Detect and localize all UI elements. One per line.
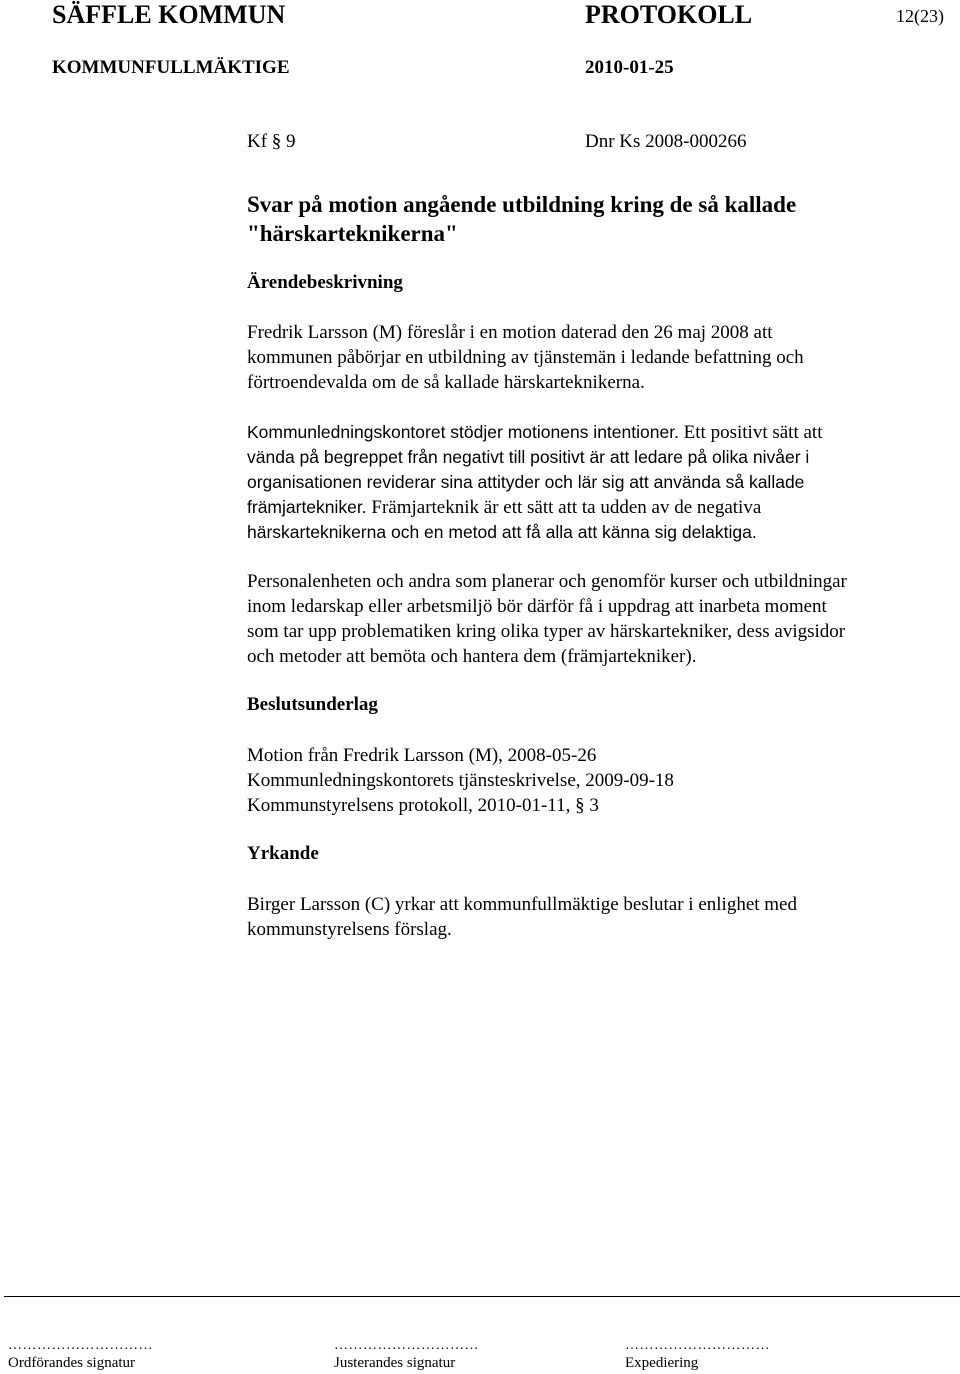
adjuster-signature-label: Justerandes signatur bbox=[334, 1355, 456, 1371]
text-line: som tar upp problematiken kring olika typer av härskartekniker, dess avigsidor bbox=[247, 621, 846, 642]
signature-line: ………………………… bbox=[334, 1338, 479, 1353]
signature-line: ………………………… bbox=[8, 1338, 153, 1353]
text-line: Fredrik Larsson (M) föreslår i en motion daterad den 26 maj 2008 att bbox=[247, 322, 773, 343]
text-line: inom ledarskap eller arbetsmiljö bör därför få i uppdrag att inarbeta moment bbox=[247, 596, 827, 617]
claim-heading: Yrkande bbox=[247, 843, 319, 864]
title-line-2: "härskarteknikerna" bbox=[247, 221, 458, 246]
document-type: PROTOKOLL bbox=[585, 0, 753, 29]
chair-signature-label: Ordförandes signatur bbox=[8, 1355, 136, 1371]
text-line: Personalenheten och andra som planerar och genomför kurser och utbildningar bbox=[247, 571, 847, 592]
assembly-name: KOMMUNFULLMÄKTIGE bbox=[52, 57, 290, 78]
claim-paragraph bbox=[247, 892, 947, 942]
basis-list bbox=[247, 743, 947, 818]
text-line: Ett positivt sätt att bbox=[678, 422, 823, 443]
meeting-date: 2010-01-25 bbox=[585, 57, 674, 78]
text-line: kommunen påbörjar en utbildning av tjänstemän i ledande befattning och bbox=[247, 347, 804, 368]
basis-heading: Beslutsunderlag bbox=[247, 694, 378, 715]
text-line: Främjarteknik är ett sätt att ta udden av de negativa bbox=[366, 497, 762, 518]
page-number: 12(23) bbox=[896, 6, 944, 26]
title-line-1: Svar på motion angående utbildning kring de så kallade bbox=[247, 192, 797, 217]
signature-line: ………………………… bbox=[625, 1338, 770, 1353]
description-paragraph-3 bbox=[247, 569, 947, 669]
case-number: Dnr Ks 2008-000266 bbox=[585, 131, 747, 152]
footer-divider bbox=[4, 1296, 960, 1297]
text-line: härskarteknikerna och en metod att få alla att känna sig delaktiga. bbox=[247, 522, 757, 542]
paragraph-number: Kf § 9 bbox=[247, 131, 296, 152]
text-line: och metoder att bemöta och hantera dem (främjartekniker). bbox=[247, 646, 697, 667]
description-paragraph-1 bbox=[247, 320, 947, 395]
basis-item: Kommunledningskontorets tjänsteskrivelse, 2009-09-18 bbox=[247, 770, 674, 791]
municipality-name: SÄFFLE KOMMUN bbox=[52, 0, 286, 29]
text-line: vända på begreppet från negativt till positivt är att ledare på olika nivåer i bbox=[247, 447, 810, 467]
dispatch-label: Expediering bbox=[625, 1355, 699, 1371]
text-line: kommunstyrelsens förslag. bbox=[247, 919, 452, 940]
description-paragraph-2 bbox=[247, 420, 947, 545]
text-line: Birger Larsson (C) yrkar att kommunfullmäktige beslutar i enlighet med bbox=[247, 894, 797, 915]
description-heading: Ärendebeskrivning bbox=[247, 272, 403, 293]
document-title bbox=[247, 190, 947, 248]
text-line: organisationen reviderar sina attityder och lär sig att använda så kallade bbox=[247, 472, 805, 492]
basis-item: Kommunstyrelsens protokoll, 2010-01-11, § 3 bbox=[247, 795, 599, 816]
text-line: främjartekniker. bbox=[247, 497, 367, 517]
text-line: förtroendevalda om de så kallade härskarteknikerna. bbox=[247, 372, 645, 393]
text-line: Kommunledningskontoret stödjer motionens intentioner. bbox=[247, 422, 679, 442]
basis-item: Motion från Fredrik Larsson (M), 2008-05-26 bbox=[247, 745, 597, 766]
